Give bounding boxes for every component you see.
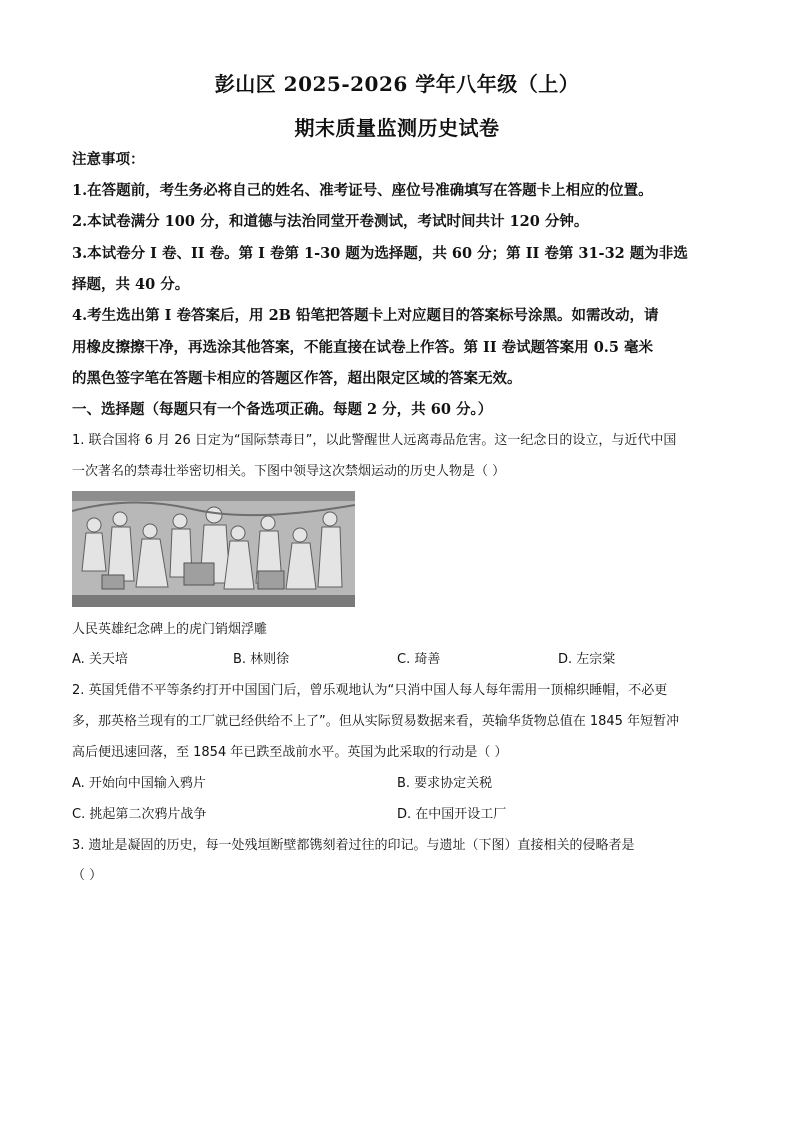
notice-item-4-cont1: 用橡皮擦擦干净，再选涂其他答案，不能直接在试卷上作答。第 II 卷试题答案用 0.5 毫米 <box>72 339 653 356</box>
q2-stem-line1: 2. 英国凭借不平等条约打开中国国门后，曾乐观地认为“只消中国人每人每年需用一顶棉织睡帽，不必更 <box>72 683 668 698</box>
section-heading: 一、选择题（每题只有一个备选项正确。每题 2 分，共 60 分。） <box>72 401 493 418</box>
q1-option-d: D. 左宗棠 <box>558 652 616 667</box>
q1-stem-line2: 一次著名的禁毒壮举密切相关。下图中领导这次禁烟运动的历史人物是（ ） <box>72 464 506 479</box>
q1-option-c: C. 琦善 <box>397 652 441 667</box>
q1-option-a: A. 关天培 <box>72 652 128 667</box>
q2-option-c: C. 挑起第二次鸦片战争 <box>72 807 207 822</box>
notice-item-1: 1.在答题前，考生务必将自己的姓名、准考证号、座位号准确填写在答题卡上相应的位置。 <box>72 182 653 199</box>
q2-option-a: A. 开始向中国输入鸦片 <box>72 776 206 791</box>
exam-title-line2: 期末质量监测历史试卷 <box>294 116 500 140</box>
notice-item-3: 3.本试卷分 I 卷、II 卷。第 I 卷第 1-30 题为选择题，共 60 分；第 II 卷第 31-32 题为非选 <box>72 245 688 262</box>
humen-relief-image <box>72 491 355 607</box>
notice-heading: 注意事项： <box>72 151 145 168</box>
notice-item-4-cont2: 的黑色签字笔在答题卡相应的答题区作答，超出限定区域的答案无效。 <box>72 370 522 387</box>
q1-stem-line1: 1. 联合国将 6 月 26 日定为“国际禁毒日”，以此警醒世人远离毒品危害。这一纪念日的设立，与近代中国 <box>72 433 677 448</box>
q1-figure-caption: 人民英雄纪念碑上的虎门销烟浮雕 <box>72 622 268 637</box>
q3-stem-line2: （ ） <box>72 868 103 883</box>
notice-item-3-cont: 择题，共 40 分。 <box>72 276 190 293</box>
notice-item-2: 2.本试卷满分 100 分，和道德与法治同堂开卷测试，考试时间共计 120 分钟。 <box>72 213 589 230</box>
q2-option-d: D. 在中国开设工厂 <box>397 807 507 822</box>
q2-stem-line2: 多，那英格兰现有的工厂就已经供给不上了”。但从实际贸易数据来看，英输华货物总值在 1845 年短暂冲 <box>72 714 680 729</box>
q2-stem-line3: 高后便迅速回落，至 1854 年已跌至战前水平。英国为此采取的行动是（ ） <box>72 745 508 760</box>
notice-item-4: 4.考生选出第 I 卷答案后，用 2B 铅笔把答题卡上对应题目的答案标号涂黑。如需改动，请 <box>72 307 659 324</box>
q2-option-b: B. 要求协定关税 <box>397 776 493 791</box>
q1-option-b: B. 林则徐 <box>233 652 290 667</box>
exam-title-line1: 彭山区 2025-2026 学年八年级（上） <box>214 72 580 96</box>
q3-stem-line1: 3. 遗址是凝固的历史，每一处残垣断壁都镌刻着过往的印记。与遗址（下图）直接相关的侵略者是 <box>72 838 635 853</box>
